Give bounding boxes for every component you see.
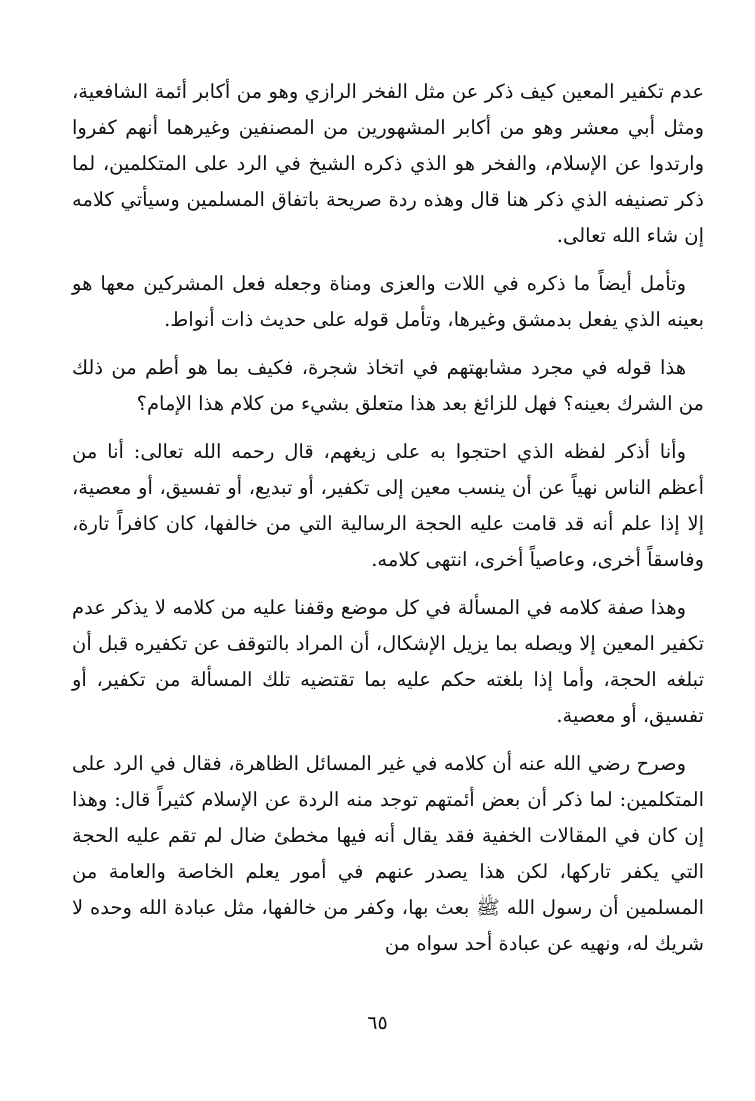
paragraph-6: وصرح رضي الله عنه أن كلامه في غير المسائل الظاهرة، فقال في الرد على المتكلمين: لما ذكر أن بعض أئمتهم توجد منه الردة عن الإسلام كثيراً قال: وهذا إن كان في المقالات الخفية فقد يقال أنه فيها مخطئ ضال لم تقم عليه الحجة التي يكفر تاركها، لكن هذا يصدر عنهم في أمور يعلم الخاصة والعامة من المسلمين أن رسول الله ﷺ بعث بها، وكفر من خالفها، مثل عبادة الله وحده لا شريك له، ونهيه عن عبادة أحد سواه من bbox=[72, 752, 704, 955]
paragraph-1: عدم تكفير المعين كيف ذكر عن مثل الفخر الرازي وهو من أكابر أئمة الشافعية، ومثل أبي معشر وهو من أكابر المشهورين من المصنفين وغيرهما أنهم كفروا وارتدوا عن الإسلام، والفخر هو الذي ذكره الشيخ في الرد على المتكلمين، لما ذكر تصنيفه الذي ذكر هنا قال وهذه ردة صريحة باتفاق المسلمين وسيأتي كلامه إن شاء الله تعالى. bbox=[72, 80, 704, 247]
paragraph-2: وتأمل أيضاً ما ذكره في اللات والعزى ومناة وجعله فعل المشركين معها هو بعينه الذي يفعل بدمشق وغيرها، وتأمل قوله على حديث ذات أنواط. bbox=[72, 272, 704, 331]
paragraph-4: وأنا أذكر لفظه الذي احتجوا به على زيغهم، قال رحمه الله تعالى: أنا من أعظم الناس نهياً عن أن ينسب معين إلى تكفير، أو تبديع، أو تفسيق، أو معصية، إلا إذا علم أنه قد قامت عليه الحجة الرسالية التي من خالفها، كان كافراً تارة، وفاسقاً أخرى، وعاصياً أخرى، انتهى كلامه. bbox=[72, 440, 704, 571]
page-number: ٦٥ bbox=[367, 1012, 388, 1034]
body-text bbox=[72, 74, 704, 974]
paragraph-5: وهذا صفة كلامه في المسألة في كل موضع وقفنا عليه من كلامه لا يذكر عدم تكفير المعين إلا ويصله بما يزيل الإشكال، أن المراد بالتوقف عن تكفيره قبل أن تبلغه الحجة، وأما إذا بلغته حكم عليه بما تقتضيه تلك المسألة من تكفير، أو تفسيق، أو معصية. bbox=[72, 596, 704, 727]
paragraph-3: هذا قوله في مجرد مشابهتهم في اتخاذ شجرة، فكيف بما هو أطم من ذلك من الشرك بعينه؟ فهل للزائغ بعد هذا متعلق بشيء من كلام هذا الإمام؟ bbox=[72, 356, 704, 415]
